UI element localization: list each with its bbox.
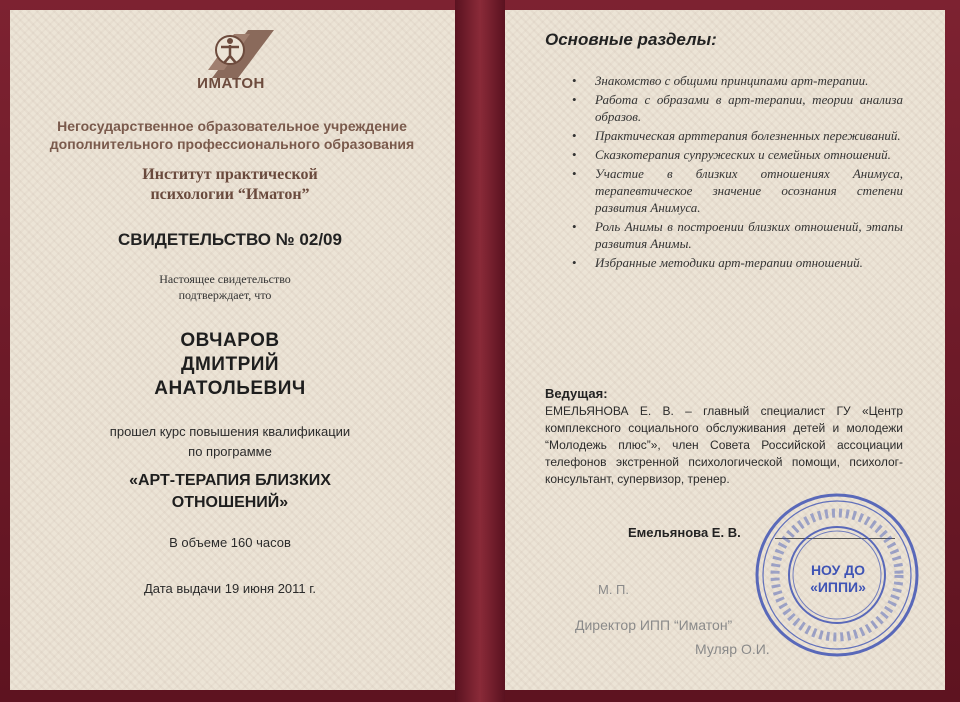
- confirm-line: Настоящее свидетельство: [159, 272, 291, 286]
- section-text: Работа с образами в арт-терапии, теории анализа образов.: [595, 92, 903, 124]
- section-text: Знакомство с общими принципами арт-терапии.: [595, 73, 869, 88]
- org-line: дополнительного профессионального образования: [49, 136, 415, 152]
- course-volume: В объеме 160 часов: [169, 535, 291, 550]
- sections-title: Основные разделы:: [545, 30, 717, 49]
- certificate-number: СВИДЕТЕЛЬСТВО № 02/09: [118, 230, 342, 249]
- confirm-line: подтверждает, что: [178, 288, 272, 302]
- director-title: Директор ИПП “Иматон”: [575, 617, 733, 633]
- lead-title: Ведущая:: [545, 386, 608, 401]
- list-item: [568, 165, 903, 216]
- bullet-icon: •: [572, 147, 577, 162]
- list-item: [568, 91, 903, 125]
- bullet-icon: •: [572, 219, 577, 234]
- organization-name: [32, 117, 432, 153]
- bullet-icon: •: [572, 128, 577, 143]
- stamp-line: НОУ ДО: [810, 562, 866, 578]
- institute-line: Институт практической: [142, 166, 318, 183]
- director-name: Муляр О.И.: [695, 641, 770, 657]
- course-text: [40, 422, 420, 462]
- seal-place-label: М. П.: [598, 582, 630, 597]
- program-title: [40, 470, 420, 514]
- org-line: Негосударственное образовательное учреждение: [57, 118, 407, 134]
- confirmation-text: [100, 271, 350, 303]
- section-text: Избранные методики арт-терапии отношений.: [595, 255, 863, 270]
- course-line: по программе: [188, 444, 272, 459]
- holder-name: [40, 329, 420, 401]
- list-item: [568, 218, 903, 252]
- course-line: прошел курс повышения квалификации: [109, 424, 351, 439]
- logo-text: ИМАТОН: [197, 75, 265, 92]
- sections-list: [568, 72, 903, 273]
- holder-patronymic: АНАТОЛЬЕВИЧ: [154, 378, 306, 399]
- bullet-icon: •: [572, 73, 577, 88]
- lead-signature-name: Емельянова Е. В.: [628, 525, 741, 540]
- bullet-icon: •: [572, 255, 577, 270]
- institute-line: психологии “Иматон”: [150, 186, 310, 203]
- lead-description: ЕМЕЛЬЯНОВА Е. В. – главный специалист ГУ «Центр комплексного социального обслуживания детей и молодежи “Молодежь плюс”», член Совета Российской ассоциации телефонов экстренной психологической помощи, психолог-консультант, супервизор, тренер.: [545, 404, 903, 486]
- program-line: ОТНОШЕНИЙ»: [171, 494, 289, 511]
- section-text: Сказкотерапия супружеских и семейных отношений.: [595, 147, 891, 162]
- institute-name: [80, 165, 380, 205]
- list-item: [568, 72, 903, 89]
- holder-first-name: ДМИТРИЙ: [180, 354, 280, 375]
- section-text: Участие в близких отношениях Анимуса, терапевтическое значение осознания степени развития Анимуса.: [595, 166, 903, 215]
- program-line: «АРТ-ТЕРАПИЯ БЛИЗКИХ: [129, 472, 331, 489]
- issue-date: Дата выдачи 19 июня 2011 г.: [143, 581, 317, 596]
- bullet-icon: •: [572, 166, 577, 181]
- stamp-line: «ИППИ»: [810, 579, 866, 595]
- cover-spine: [455, 0, 505, 702]
- list-item: [568, 254, 903, 271]
- list-item: [568, 127, 903, 144]
- list-item: [568, 146, 903, 163]
- holder-surname: ОВЧАРОВ: [180, 330, 280, 351]
- section-text: Роль Анимы в построении близких отношений, этапы развития Анимы.: [595, 219, 903, 251]
- bullet-icon: •: [572, 92, 577, 107]
- section-text: Практическая арттерапия болезненных переживаний.: [595, 128, 901, 143]
- stamp-text: [793, 562, 883, 596]
